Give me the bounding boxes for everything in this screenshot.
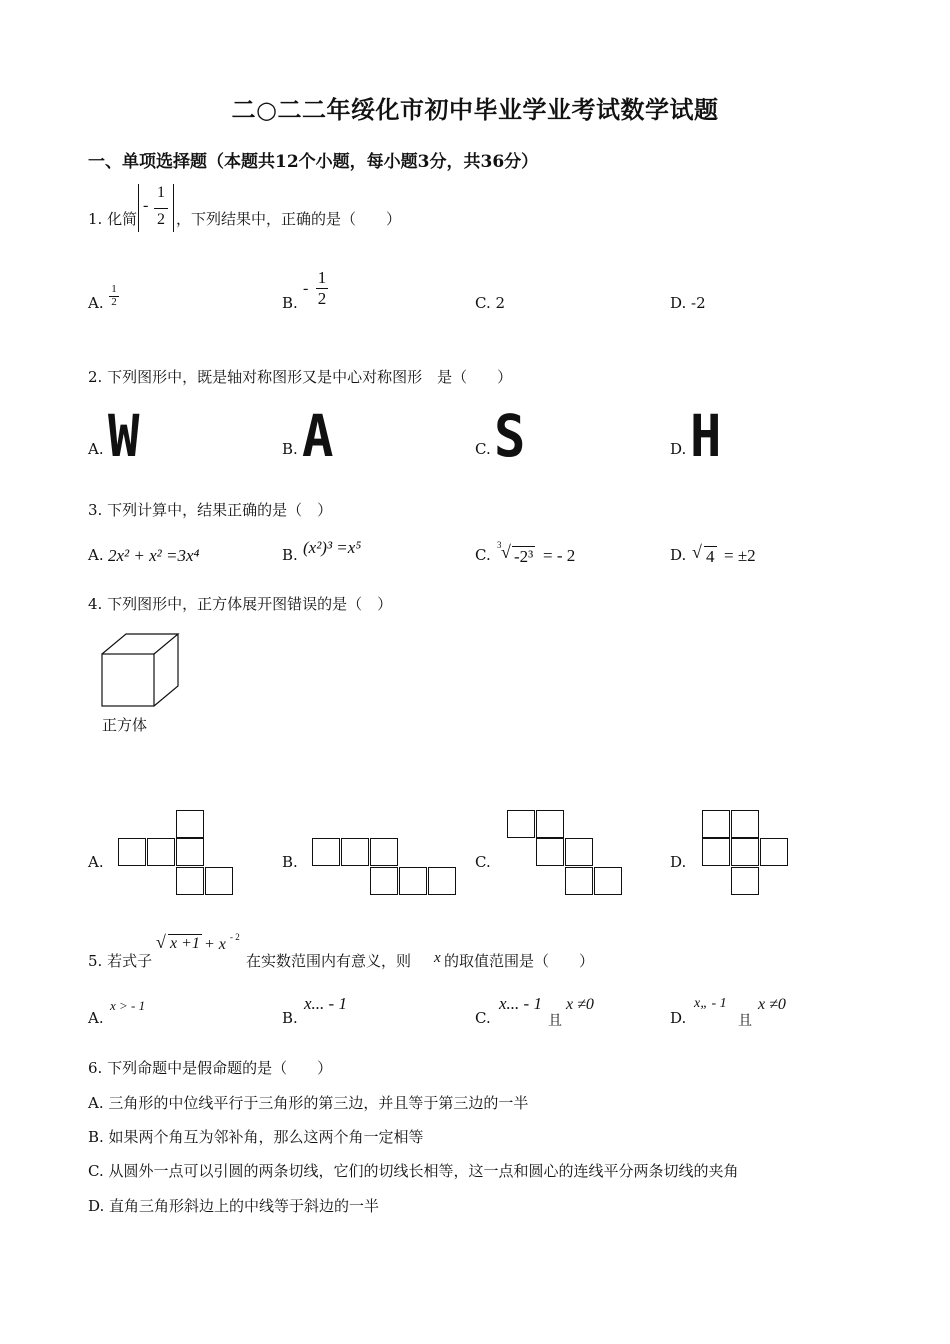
q5-option-d-math-1: x„ - 1 [694, 996, 727, 1011]
q5-option-c-math-1: x... - 1 [499, 994, 542, 1013]
q5-option-c-label[interactable]: C. [475, 1009, 491, 1027]
q3-option-b-math: (x²)³ =x⁵ [303, 538, 362, 557]
q3-option-d-label[interactable]: D. [670, 546, 687, 564]
q5-option-b-math: x... - 1 [304, 994, 347, 1013]
q1-b-num: 1 [317, 268, 327, 287]
q3-option-c-result: = - 2 [543, 546, 576, 565]
q1-a-num: 1 [111, 283, 117, 295]
q1-option-b-label[interactable]: B. [282, 294, 298, 312]
q5-option-a-math: x > - 1 [110, 998, 146, 1013]
q3-option-d-radicand: 4 [706, 547, 715, 566]
q6-option-b[interactable]: B. 如果两个角互为邻补角，那么这两个角一定相等 [88, 1128, 424, 1146]
q3-option-a-label[interactable]: A. [88, 546, 104, 564]
q3-option-d-result: = ±2 [724, 546, 756, 565]
q4-option-c-net [507, 810, 625, 898]
q5-option-d-math-2: x ≠0 [758, 996, 786, 1013]
q1-option-b-minus: - [303, 280, 309, 297]
q5-option-c-and: 且 [548, 1013, 562, 1029]
question-5-suffix-2: 的取值范围是（ ） [444, 952, 595, 970]
q3-option-c-radicand: -2³ [514, 547, 534, 566]
q2-option-a-letter-w: W [108, 402, 138, 470]
question-5-variable: x [434, 950, 441, 966]
question-3-text: 3. 下列计算中，结果正确的是（ ） [88, 501, 333, 519]
q5-power-term: + x [204, 936, 226, 953]
q5-exponent: - 2 [230, 932, 240, 942]
q6-option-d[interactable]: D. 直角三角形斜边上的中线等于斜边的一半 [88, 1197, 380, 1215]
q5-option-d-label[interactable]: D. [670, 1009, 687, 1027]
q3-option-c-radical-sign: √ [501, 542, 511, 562]
q1-option-a-fraction [109, 284, 119, 308]
q3-option-b-label[interactable]: B. [282, 546, 298, 564]
q1-a-den: 2 [109, 296, 119, 309]
abs-minus-sign: - [143, 197, 149, 214]
q2-option-d-label[interactable]: D. [670, 440, 687, 458]
q6-option-a[interactable]: A. 三角形的中位线平行于三角形的第三边，并且等于第三边的一半 [88, 1094, 529, 1112]
abs-frac-bar [154, 208, 168, 209]
q2-option-a-label[interactable]: A. [88, 440, 104, 458]
q1-option-c[interactable]: C. 2 [475, 294, 506, 312]
q5-option-d-and: 且 [738, 1013, 752, 1029]
q6-option-c[interactable]: C. 从圆外一点可以引圆的两条切线，它们的切线长相等，这一点和圆心的连线平分两条切线的夹角 [88, 1162, 739, 1180]
absolute-value-bars [138, 184, 174, 232]
abs-frac-numerator: 1 [157, 184, 165, 201]
q1-option-d[interactable]: D. -2 [670, 294, 706, 312]
q4-option-b-label[interactable]: B. [282, 853, 298, 871]
question-5-suffix: 在实数范围内有意义，则 [246, 952, 412, 970]
q5-option-b-label[interactable]: B. [282, 1009, 298, 1027]
q4-option-d-label[interactable]: D. [670, 853, 687, 871]
page-title: 二○二二年绥化市初中毕业学业考试数学试题 [231, 95, 719, 124]
q3-option-d-radical-sign: √ [692, 542, 702, 562]
q5-radicand: x +1 [170, 935, 200, 952]
q2-option-b-label[interactable]: B. [282, 440, 298, 458]
q5-radical-sign: √ [156, 932, 166, 952]
cube-figure [98, 630, 182, 710]
q4-option-a-label[interactable]: A. [88, 853, 104, 871]
q2-option-c-label[interactable]: C. [475, 440, 491, 458]
q3-option-c-root-index: 3 [497, 540, 502, 550]
q5-option-a-label[interactable]: A. [88, 1009, 104, 1027]
q2-option-b-letter-a: A [302, 402, 332, 470]
abs-frac-denominator: 2 [157, 211, 165, 228]
cube-caption: 正方体 [102, 716, 148, 734]
q5-option-c-math-2: x ≠0 [566, 996, 594, 1013]
q1-option-b-fraction [316, 268, 328, 308]
question-1-suffix: ，下列结果中，正确的是（ ） [176, 210, 402, 228]
question-5-prefix: 5. 若式子 [88, 952, 153, 970]
q3-option-c-label[interactable]: C. [475, 546, 491, 564]
q4-option-a-net [118, 810, 236, 898]
q1-b-den: 2 [317, 288, 327, 308]
section-heading: 一、单项选择题（本题共12个小题，每小题3分，共36分） [88, 152, 539, 172]
question-4-text: 4. 下列图形中，正方体展开图错误的是（ ） [88, 595, 393, 613]
q4-option-b-net [312, 838, 458, 898]
q4-option-c-label[interactable]: C. [475, 853, 491, 871]
q4-option-d-net [702, 810, 792, 898]
question-1-prefix: 1. 化简 [88, 210, 138, 228]
question-2-text: 2. 下列图形中，既是轴对称图形又是中心对称图形 是（ ） [88, 368, 513, 386]
q2-option-c-letter-s: S [494, 402, 524, 470]
question-6-text: 6. 下列命题中是假命题的是（ ） [88, 1059, 333, 1077]
q1-option-a-label[interactable]: A. [88, 294, 104, 312]
q2-option-d-letter-h: H [690, 402, 720, 470]
q3-option-a-math: 2x² + x² =3x⁴ [108, 546, 200, 565]
